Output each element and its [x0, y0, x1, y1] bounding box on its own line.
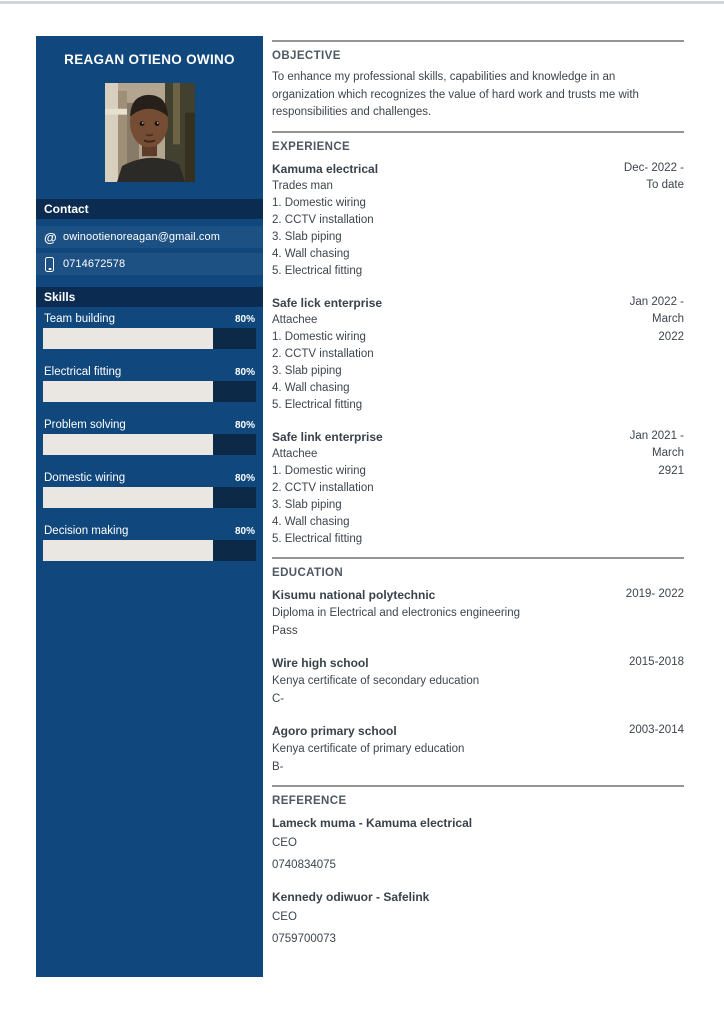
skill-label: Electrical fitting [44, 366, 122, 378]
education-dates [589, 722, 684, 776]
skills-section-header: Skills [36, 287, 263, 307]
duty-item: 5. Electrical fitting [272, 398, 363, 411]
grade: C- [272, 692, 285, 705]
duty-item: 5. Electrical fitting [272, 264, 363, 277]
contact-phone: 0714672578 [63, 258, 126, 270]
job-role: Attachee [272, 313, 318, 326]
experience-dates [589, 294, 684, 414]
contact-section-header: Contact [36, 199, 263, 219]
referee-title: CEO [272, 910, 297, 923]
experience-header: EXPERIENCE [272, 140, 351, 153]
company-name: Safe lick enterprise [272, 295, 383, 310]
email-at-icon: @ [44, 229, 57, 245]
experience-entry-details [272, 294, 589, 414]
school-name: Wire high school [272, 655, 369, 670]
skill-label: Domestic wiring [44, 472, 126, 484]
experience-entry [272, 160, 684, 280]
reference-entry [272, 814, 684, 876]
company-name: Kamuma electrical [272, 161, 379, 176]
experience-entry [272, 428, 684, 548]
education-entry-details [272, 722, 589, 776]
skill-progress-bar [43, 381, 256, 402]
contact-phone-row [36, 253, 263, 275]
education-entry [272, 654, 684, 708]
job-role: Trades man [272, 179, 333, 192]
education-entry-details [272, 654, 589, 708]
section-divider [272, 131, 684, 133]
duty-item: 3. Slab piping [272, 364, 342, 377]
duty-item: 2. CCTV installation [272, 347, 374, 360]
profile-photo-graphic [105, 83, 195, 182]
program-name: Diploma in Electrical and electronics engineering [272, 606, 521, 619]
section-divider [272, 557, 684, 559]
education-dates [589, 586, 684, 640]
date-line: 2003-2014 [629, 723, 684, 736]
date-line: 2022 [658, 330, 684, 343]
education-entry-details [272, 586, 589, 640]
contact-email-row [36, 226, 263, 248]
skill-percent: 80% [234, 473, 255, 484]
education-entry [272, 722, 684, 776]
date-line: March [652, 447, 684, 459]
duty-item: 5. Electrical fitting [272, 532, 363, 545]
date-line: 2921 [658, 464, 684, 477]
skill-item [43, 419, 256, 455]
referee-phone: 0740834075 [272, 858, 336, 871]
resume-main-content [272, 36, 684, 950]
education-dates [589, 654, 684, 708]
skill-progress-bar [43, 487, 256, 508]
objective-header: OBJECTIVE [272, 50, 341, 62]
referee-name: Kennedy odiwuor - Safelink [272, 889, 430, 904]
duty-item: 1. Domestic wiring [272, 196, 366, 209]
skill-percent: 80% [234, 367, 255, 378]
skill-percent: 80% [234, 314, 255, 325]
skill-progress-fill [43, 381, 213, 402]
company-name: Safe link enterprise [272, 429, 383, 444]
education-entry [272, 586, 684, 640]
date-line: Jan 2022 - [629, 295, 684, 308]
skill-percent: 80% [234, 420, 255, 431]
skill-progress-fill [43, 434, 213, 455]
contact-email: owinootienoreagan@gmail.com [63, 231, 220, 243]
skill-label: Decision making [44, 525, 129, 537]
skill-progress-bar [43, 540, 256, 561]
experience-entry [272, 294, 684, 414]
date-line: March [652, 313, 684, 325]
duty-item: 4. Wall chasing [272, 515, 350, 528]
duty-item: 2. CCTV installation [272, 481, 374, 494]
section-divider [272, 785, 684, 787]
skill-progress-fill [43, 540, 213, 561]
date-line: Jan 2021 - [629, 429, 684, 442]
skill-percent: 80% [234, 526, 255, 537]
reference-header: REFERENCE [272, 794, 347, 807]
grade: Pass [272, 624, 298, 637]
page-top-divider [0, 1, 724, 4]
skill-progress-bar [43, 328, 256, 349]
skill-progress-bar [43, 434, 256, 455]
school-name: Kisumu national polytechnic [272, 587, 436, 602]
skill-label: Problem solving [44, 419, 126, 431]
experience-entry-details [272, 160, 589, 280]
duty-item: 4. Wall chasing [272, 381, 350, 394]
school-name: Agoro primary school [272, 723, 397, 738]
skill-progress-fill [43, 487, 213, 508]
date-line: 2019- 2022 [625, 587, 684, 600]
candidate-name: REAGAN OTIENO OWINO [64, 52, 235, 67]
date-line: To date [646, 179, 684, 191]
job-role: Attachee [272, 447, 318, 460]
profile-photo [105, 83, 195, 182]
section-divider [272, 40, 684, 42]
referee-name: Lameck muma - Kamuma electrical [272, 815, 473, 830]
duty-item: 4. Wall chasing [272, 247, 350, 260]
reference-entry [272, 888, 684, 950]
duty-item: 1. Domestic wiring [272, 330, 366, 343]
skills-list [36, 313, 263, 561]
grade: B- [272, 760, 284, 773]
objective-text: To enhance my professional skills, capabilities and knowledge in an organization which recognizes the value of hard work and trusts me with responsibilities and challenges. [272, 71, 639, 118]
sidebar [36, 36, 263, 977]
experience-entry-details [272, 428, 589, 548]
referee-title: CEO [272, 836, 297, 849]
skill-item [43, 472, 256, 508]
program-name: Kenya certificate of primary education [272, 742, 465, 755]
skill-item [43, 366, 256, 402]
date-line: 2015-2018 [629, 655, 684, 668]
skill-item [43, 313, 256, 349]
duty-item: 2. CCTV installation [272, 213, 374, 226]
program-name: Kenya certificate of secondary education [272, 674, 480, 687]
skill-progress-fill [43, 328, 213, 349]
duty-item: 3. Slab piping [272, 498, 342, 511]
experience-dates [589, 160, 684, 280]
date-line: Dec- 2022 - [623, 161, 684, 174]
skill-item [43, 525, 256, 561]
education-header: EDUCATION [272, 566, 344, 579]
skill-label: Team building [44, 313, 115, 325]
duty-item: 1. Domestic wiring [272, 464, 366, 477]
experience-dates [589, 428, 684, 548]
phone-icon [44, 257, 63, 272]
referee-phone: 0759700073 [272, 932, 336, 945]
duty-item: 3. Slab piping [272, 230, 342, 243]
